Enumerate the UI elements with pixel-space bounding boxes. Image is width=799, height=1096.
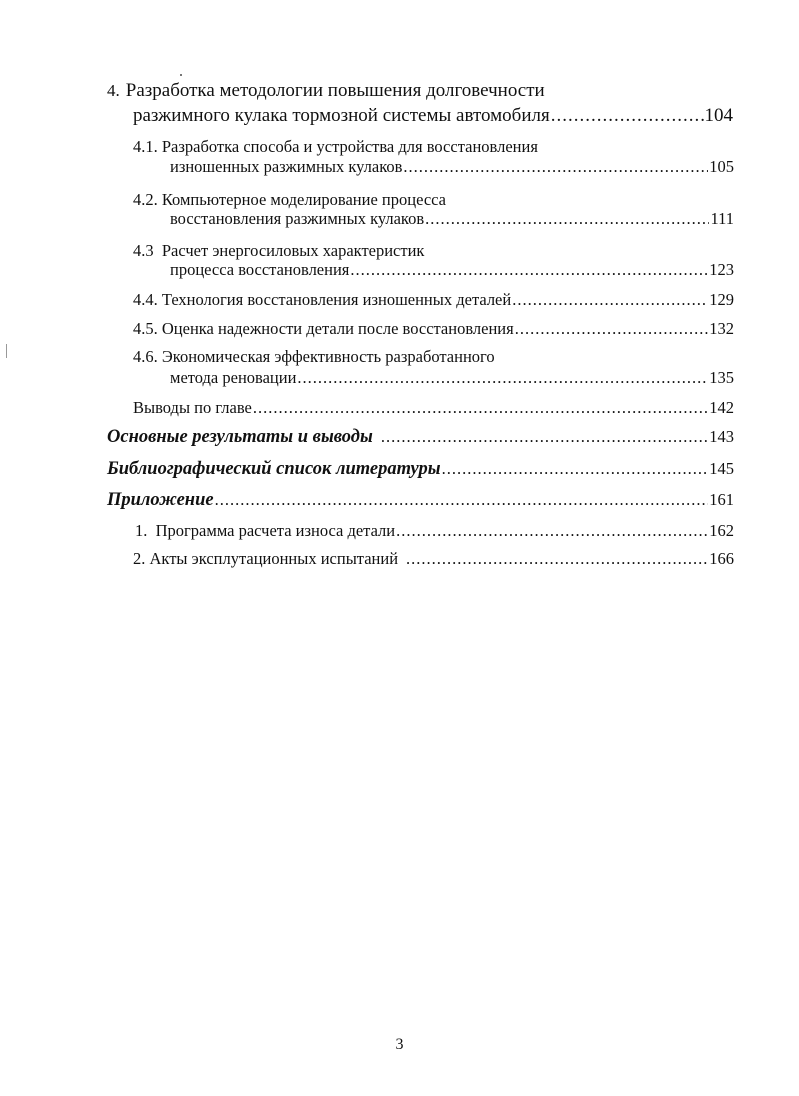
toc-results-page: 143 bbox=[709, 427, 734, 446]
toc-item-label: 4.1. Разработка способа и устройства для восстановления bbox=[133, 137, 538, 156]
toc-appendix-item-page: 166 bbox=[709, 549, 734, 568]
chapter-4-title-text: Разработка методологии повышения долговечности bbox=[125, 80, 545, 101]
toc-appendix-title: Приложение bbox=[107, 490, 214, 510]
chapter-4-page: 104 bbox=[704, 105, 733, 126]
toc-results-title: Основные результаты и выводы bbox=[107, 427, 373, 447]
toc-appendix bbox=[107, 490, 734, 511]
toc-item-label: 4.5. Оценка надежности детали после восстановления bbox=[133, 319, 514, 338]
page-number: 3 bbox=[395, 1036, 404, 1053]
leader-dots bbox=[396, 521, 708, 541]
toc-item-4-2-line1 bbox=[133, 190, 446, 210]
toc-bibliography-title: Библиографический список литературы bbox=[107, 459, 441, 479]
leader-dots bbox=[425, 209, 709, 229]
toc-item-4-2-line2 bbox=[170, 209, 734, 229]
leader-dots bbox=[442, 459, 709, 479]
chapter-4-title-line2 bbox=[133, 105, 733, 127]
toc-item-label-cont: метода реновации bbox=[170, 368, 297, 387]
toc-appendix-item-1 bbox=[135, 521, 734, 541]
leader-dots bbox=[512, 290, 708, 310]
toc-item-label: Выводы по главе bbox=[133, 398, 252, 417]
leader-dots bbox=[215, 490, 709, 510]
toc-item-page: 129 bbox=[709, 290, 734, 309]
toc-item-label: 4.2. Компьютерное моделирование процесса bbox=[133, 190, 446, 209]
toc-item-page: 132 bbox=[709, 319, 734, 338]
toc-item-4-6-line2 bbox=[170, 368, 734, 388]
toc-item-label: 4.6. Экономическая эффективность разработанного bbox=[133, 347, 495, 366]
toc-item-4-6-line1 bbox=[133, 347, 495, 367]
toc-appendix-page: 161 bbox=[709, 490, 734, 509]
leader-dots bbox=[253, 398, 708, 418]
toc-item-4-5 bbox=[133, 319, 734, 339]
toc-item-4-1-line2 bbox=[170, 157, 734, 177]
toc-bibliography-page: 145 bbox=[709, 459, 734, 478]
toc-item-4-1-line1 bbox=[133, 137, 538, 157]
leader-dots bbox=[403, 157, 708, 177]
toc-item-page: 105 bbox=[709, 157, 734, 176]
toc-appendix-item-2 bbox=[133, 549, 734, 569]
toc-item-4-3-line1 bbox=[133, 241, 424, 261]
chapter-4-number: 4. bbox=[107, 81, 120, 100]
toc-bibliography bbox=[107, 459, 734, 480]
toc-results bbox=[107, 427, 734, 448]
chapter-4-title-line1 bbox=[107, 80, 545, 102]
toc-item-4-3-line2 bbox=[170, 260, 734, 280]
toc-item-page: 135 bbox=[709, 368, 734, 387]
leader-dots bbox=[297, 368, 708, 388]
leader-dots bbox=[551, 105, 704, 127]
leader-dots bbox=[406, 549, 708, 569]
toc-appendix-item-page: 162 bbox=[709, 521, 734, 540]
scan-speck bbox=[6, 344, 7, 358]
leader-dots bbox=[350, 260, 708, 280]
toc-item-label-cont: изношенных разжимных кулаков bbox=[170, 157, 403, 176]
chapter-4-title-cont: разжимного кулака тормозной системы автомобиля bbox=[133, 105, 550, 126]
toc-item-4-4 bbox=[133, 290, 734, 310]
toc-item-label-cont: восстановления разжимных кулаков bbox=[170, 209, 425, 228]
scan-speck bbox=[180, 74, 182, 76]
toc-item-label: 4.4. Технология восстановления изношенных деталей bbox=[133, 290, 512, 309]
toc-appendix-item-label: 2. Акты эксплутационных испытаний bbox=[133, 549, 399, 568]
toc-item-label-cont: процесса восстановления bbox=[170, 260, 350, 279]
toc-item-page: 142 bbox=[709, 398, 734, 417]
toc-appendix-item-label: 1. Программа расчета износа детали bbox=[135, 521, 396, 540]
leader-dots bbox=[515, 319, 709, 339]
leader-dots bbox=[381, 427, 708, 447]
toc-item-page: 111 bbox=[710, 209, 734, 228]
toc-item-conclusions bbox=[133, 398, 734, 418]
toc-item-label: 4.3 Расчет энергосиловых характеристик bbox=[133, 241, 425, 260]
toc-item-page: 123 bbox=[709, 260, 734, 279]
